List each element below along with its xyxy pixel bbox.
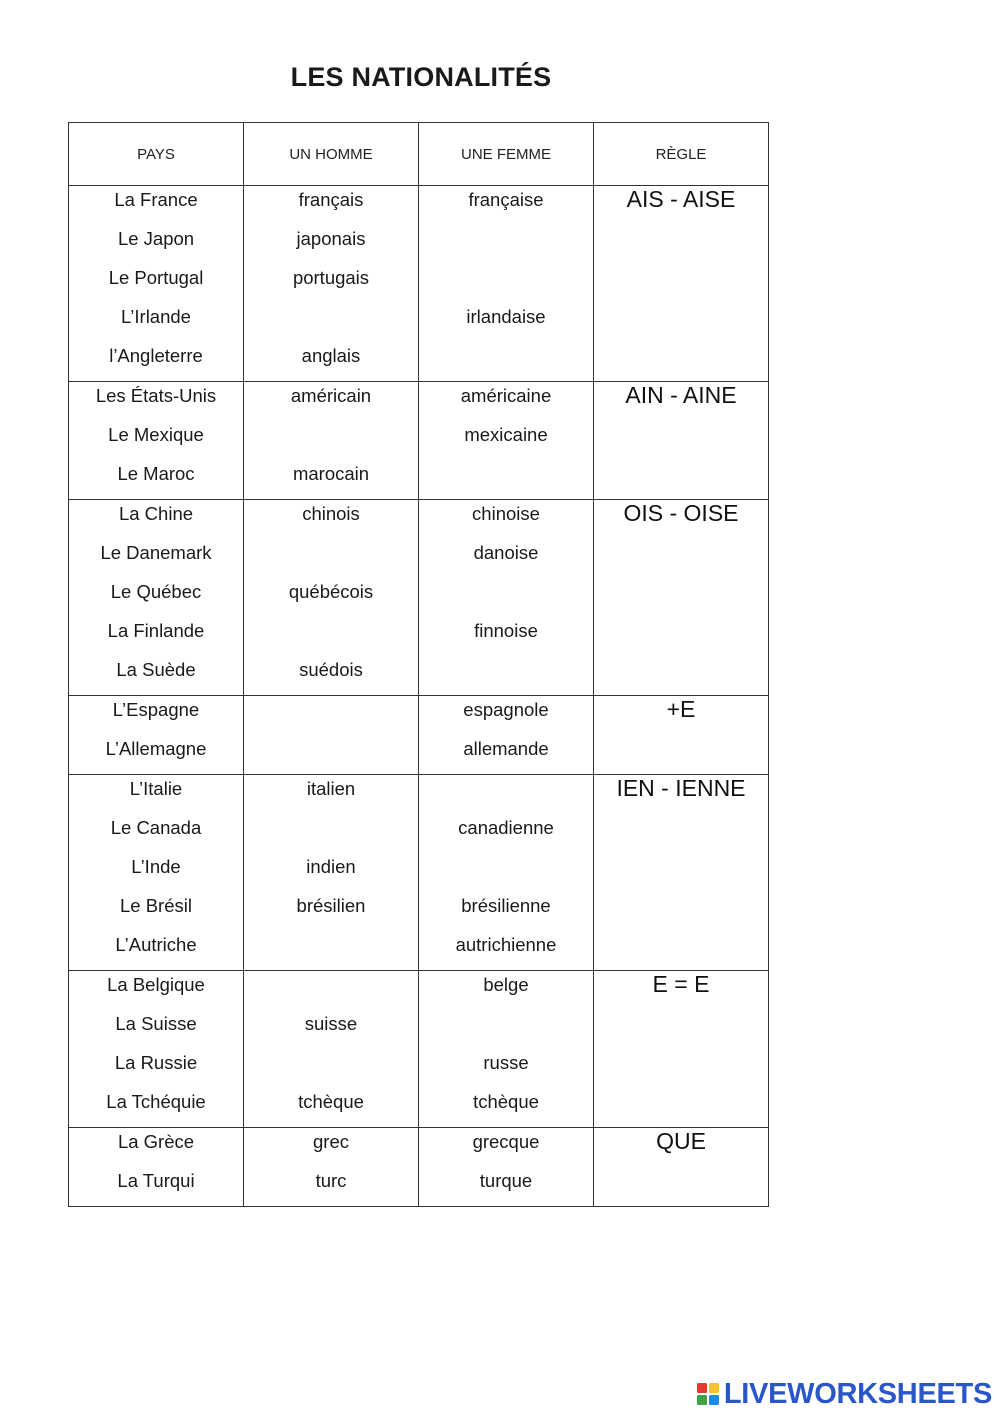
pays-entry: L’Allemagne [105,738,207,759]
pays-entry: Le Mexique [108,424,204,445]
cell-homme [244,500,419,696]
homme-entry [244,814,418,853]
cell-homme [244,382,419,500]
homme-entry: brésilien [296,895,366,916]
pays-entry: La Grèce [117,1131,195,1152]
homme-entry: québécois [288,581,374,602]
cell-pays [69,696,244,775]
femme-entry: canadienne [458,817,554,838]
pays-entry: Le Japon [117,228,195,249]
pays-entry: L’Inde [131,856,181,877]
pays-entry: Le Danemark [100,542,212,563]
homme-entry [244,971,418,1010]
header-pays: PAYS [69,123,244,186]
homme-entry [244,735,418,774]
femme-entry: tchèque [473,1091,539,1112]
pays-entry: La Chine [118,503,194,524]
femme-entry: belge [483,974,529,995]
pays-entry: La Turqui [117,1170,195,1191]
femme-entry [419,225,593,264]
pays-entry: L’Italie [129,778,183,799]
homme-entry [244,303,418,342]
femme-entry [419,775,593,814]
cell-regle: QUE [594,1128,769,1207]
header-regle: RÈGLE [594,123,769,186]
pays-entry: Le Portugal [108,267,204,288]
femme-entry [419,578,593,617]
pays-entry: La France [114,189,198,210]
header-homme: UN HOMME [244,123,419,186]
femme-entry [419,656,593,695]
femme-entry: turque [479,1170,533,1191]
pays-entry: L’Espagne [112,699,200,720]
cell-homme [244,971,419,1128]
page-title: LES NATIONALITÉS [290,62,552,92]
group-row [69,382,769,500]
femme-entry [419,342,593,381]
homme-entry [244,421,418,460]
homme-entry: suédois [299,659,363,680]
cell-regle: AIN - AINE [594,382,769,500]
pays-entry: Le Canada [110,817,202,838]
group-row [69,186,769,382]
header-femme: UNE FEMME [419,123,594,186]
femme-entry: autrichienne [455,934,557,955]
femme-entry: espagnole [463,699,549,720]
femme-entry: russe [483,1052,529,1073]
homme-entry: français [298,189,364,210]
femme-entry: allemande [463,738,549,759]
femme-entry: française [468,189,544,210]
cell-regle: IEN - IENNE [594,775,769,971]
homme-entry: chinois [302,503,360,524]
femme-entry: danoise [473,542,539,563]
nationalities-table [68,122,769,1207]
pays-entry: Les États-Unis [95,385,217,406]
homme-entry: portugais [292,267,370,288]
homme-entry: tchèque [298,1091,364,1112]
cell-femme [419,696,594,775]
homme-entry: américain [290,385,372,406]
brand-logo [696,1376,992,1412]
femme-entry: chinoise [472,503,540,524]
femme-entry: brésilienne [461,895,551,916]
cell-regle: OIS - OISE [594,500,769,696]
cell-pays [69,971,244,1128]
homme-entry: anglais [301,345,361,366]
pays-entry: La Russie [114,1052,198,1073]
femme-entry: finnoise [474,620,538,641]
homme-entry [244,539,418,578]
header-row [69,123,769,186]
cell-homme [244,1128,419,1207]
cell-regle: AIS - AISE [594,186,769,382]
homme-entry: suisse [304,1013,358,1034]
homme-entry: grec [313,1131,349,1152]
pays-entry: Le Québec [110,581,202,602]
pays-entry: L’Irlande [121,306,191,327]
homme-entry: italien [306,778,356,799]
homme-entry [244,696,418,735]
pays-entry: l’Angleterre [109,345,203,366]
brand-name: LIVEWORKSHEETS [723,1377,992,1410]
femme-entry [419,1010,593,1049]
cell-homme [244,186,419,382]
homme-entry [244,617,418,656]
pays-entry: Le Maroc [117,463,195,484]
femme-entry: américaine [460,385,552,406]
cell-femme [419,382,594,500]
cell-pays [69,1128,244,1207]
cell-pays [69,500,244,696]
femme-entry [419,460,593,499]
cell-pays [69,775,244,971]
femme-entry [419,264,593,303]
homme-entry: japonais [296,228,366,249]
liveworksheets-logo-icon [696,1381,720,1407]
group-row [69,775,769,971]
homme-entry [244,931,418,970]
cell-femme [419,186,594,382]
femme-entry: irlandaise [466,306,546,327]
pays-entry: Le Brésil [120,895,192,916]
cell-femme [419,971,594,1128]
pays-entry: La Belgique [107,974,205,995]
femme-entry: grecque [472,1131,540,1152]
cell-pays [69,186,244,382]
homme-entry: marocain [292,463,370,484]
cell-femme [419,1128,594,1207]
pays-entry: La Suisse [115,1013,197,1034]
cell-femme [419,775,594,971]
cell-regle: E = E [594,971,769,1128]
cell-homme [244,775,419,971]
homme-entry: turc [315,1170,347,1191]
group-row [69,1128,769,1207]
cell-homme [244,696,419,775]
pays-entry: La Suède [116,659,196,680]
femme-entry [419,853,593,892]
homme-entry [244,1049,418,1088]
pays-entry: La Finlande [107,620,205,641]
pays-entry: L’Autriche [115,934,197,955]
group-row [69,500,769,696]
group-row [69,971,769,1128]
pays-entry: La Tchéquie [106,1091,206,1112]
cell-regle: +E [594,696,769,775]
homme-entry: indien [306,856,356,877]
cell-pays [69,382,244,500]
group-row [69,696,769,775]
femme-entry: mexicaine [464,424,548,445]
cell-femme [419,500,594,696]
